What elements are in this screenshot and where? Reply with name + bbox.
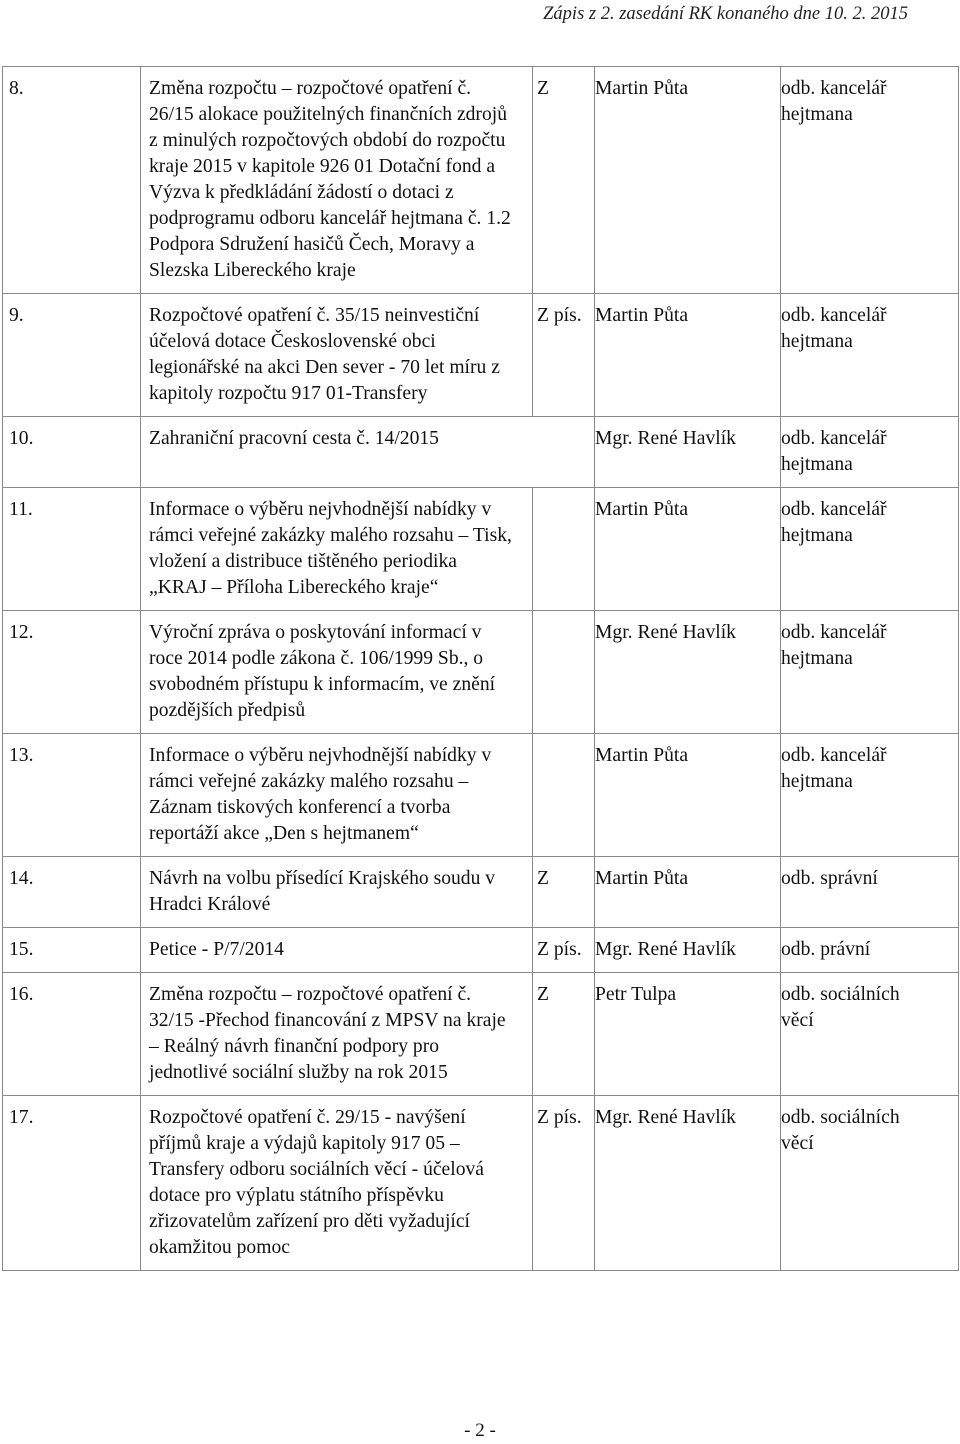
item-number: 9. [3,294,141,417]
agenda-row [3,417,959,488]
page-number: - 2 - [464,1420,496,1441]
item-number: 14. [3,857,141,928]
item-flag: Z [533,857,595,928]
item-number: 8. [3,67,141,294]
item-number: 16. [3,973,141,1096]
item-flag: Z pís. [533,928,595,973]
item-department: odb. kancelář hejtmana [781,734,959,857]
item-number: 10. [3,417,141,488]
item-title: Petice - P/7/2014 [141,928,533,973]
item-presenter: Martin Půta [595,734,781,857]
agenda-table [2,66,959,1271]
item-title: Změna rozpočtu – rozpočtové opatření č. 26/15 alokace použitelných finančních zdrojů z minulých rozpočtových období do rozpočtu kraje 2015 v kapitole 926 01 Dotační fond a Výzva k předkládání žádostí o dotaci z podprogramu odboru kancelář hejtmana č. 1.2 Podpora Sdružení hasičů Čech, Moravy a Slezska Libereckého kraje [141,67,533,294]
item-title: Návrh na volbu přísedící Krajského soudu v Hradci Králové [141,857,533,928]
agenda-row [3,734,959,857]
item-title: Změna rozpočtu – rozpočtové opatření č. 32/15 -Přechod financování z MPSV na kraje – Reálný návrh finanční podpory pro jednotlivé sociální služby na rok 2015 [141,973,533,1096]
item-presenter: Petr Tulpa [595,973,781,1096]
item-flag: Z [533,973,595,1096]
item-presenter: Mgr. René Havlík [595,417,781,488]
item-number: 13. [3,734,141,857]
item-flag [533,611,595,734]
agenda-row [3,67,959,294]
item-title: Rozpočtové opatření č. 29/15 - navýšení příjmů kraje a výdajů kapitoly 917 05 – Transfery odboru sociálních věcí - účelová dotace pro výplatu státního příspěvku zřizovatelům zařízení pro děti vyžadující okamžitou pomoc [141,1096,533,1271]
agenda-row [3,1096,959,1271]
item-department: odb. kancelář hejtmana [781,294,959,417]
item-presenter: Mgr. René Havlík [595,1096,781,1271]
item-title: Informace o výběru nejvhodnější nabídky v rámci veřejné zakázky malého rozsahu – Tisk, vložení a distribuce tištěného periodika „KRAJ – Příloha Libereckého kraje“ [141,488,533,611]
document-header: Zápis z 2. zasedání RK konaného dne 10. 2. 2015 [543,4,908,24]
item-number: 15. [3,928,141,973]
item-department: odb. kancelář hejtmana [781,417,959,488]
item-title: Zahraniční pracovní cesta č. 14/2015 [141,417,595,488]
item-presenter: Mgr. René Havlík [595,928,781,973]
item-flag: Z pís. [533,1096,595,1271]
item-department: odb. sociálních věcí [781,973,959,1096]
item-presenter: Mgr. René Havlík [595,611,781,734]
item-department: odb. kancelář hejtmana [781,67,959,294]
item-number: 17. [3,1096,141,1271]
agenda-row [3,611,959,734]
item-presenter: Martin Půta [595,294,781,417]
item-presenter: Martin Půta [595,67,781,294]
agenda-row [3,294,959,417]
item-department: odb. kancelář hejtmana [781,488,959,611]
item-presenter: Martin Půta [595,857,781,928]
item-title: Rozpočtové opatření č. 35/15 neinvestiční účelová dotace Československé obci legionářské na akci Den sever - 70 let míru z kapitoly rozpočtu 917 01-Transfery [141,294,533,417]
item-flag [533,734,595,857]
item-title: Výroční zpráva o poskytování informací v roce 2014 podle zákona č. 106/1999 Sb., o svobodném přístupu k informacím, ve znění pozdějších předpisů [141,611,533,734]
item-flag: Z [533,67,595,294]
item-flag: Z pís. [533,294,595,417]
agenda-row [3,857,959,928]
agenda-row [3,928,959,973]
item-number: 12. [3,611,141,734]
item-number: 11. [3,488,141,611]
item-title: Informace o výběru nejvhodnější nabídky v rámci veřejné zakázky malého rozsahu – Záznam tiskových konferencí a tvorba reportáží akce „Den s hejtmanem“ [141,734,533,857]
item-department: odb. kancelář hejtmana [781,611,959,734]
item-department: odb. správní [781,857,959,928]
item-flag [533,488,595,611]
item-department: odb. právní [781,928,959,973]
item-department: odb. sociálních věcí [781,1096,959,1271]
agenda-row [3,488,959,611]
agenda-row [3,973,959,1096]
item-presenter: Martin Půta [595,488,781,611]
